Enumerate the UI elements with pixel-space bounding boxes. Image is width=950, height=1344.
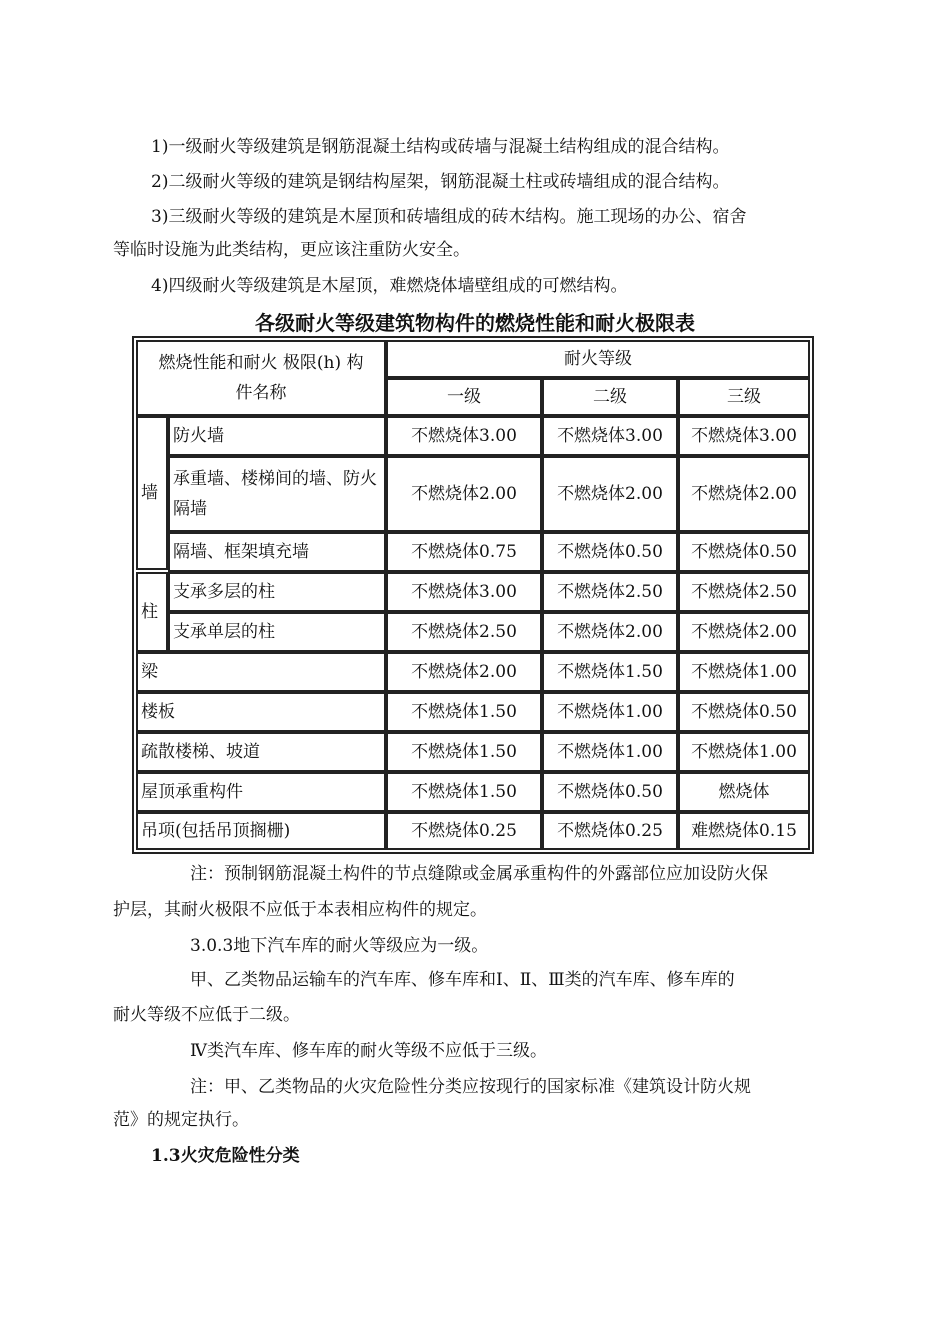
note-4: Ⅳ类汽车库、修车库的耐火等级不应低于三级。 — [190, 1041, 547, 1061]
table-cell: 不燃烧体2.50 — [386, 612, 542, 652]
table-cell: 不燃烧体3.00 — [542, 416, 678, 456]
table-cell: 不燃烧体0.50 — [678, 692, 810, 732]
paragraph-3-line1: 3)三级耐火等级的建筑是木屋顶和砖墙组成的砖木结构。施工现场的办公、宿舍 — [151, 207, 747, 227]
group-wall: 墙 — [136, 416, 168, 570]
header-grade-1: 一级 — [386, 378, 542, 416]
table-cell: 不燃烧体0.75 — [386, 532, 542, 572]
table-cell: 不燃烧体3.00 — [386, 416, 542, 456]
table-cell: 不燃烧体1.50 — [542, 652, 678, 692]
row-name-beam: 梁 — [136, 652, 386, 692]
row-name-evacuation-stairs: 疏散楼梯、坡道 — [136, 732, 386, 772]
note-1-line2: 护层，其耐火极限不应低于本表相应构件的规定。 — [113, 900, 487, 920]
table-cell: 不燃烧体1.00 — [542, 732, 678, 772]
section-heading: 1.3火灾危险性分类 — [151, 1146, 300, 1166]
table-cell: 不燃烧体3.00 — [678, 416, 810, 456]
table-cell: 燃烧体 — [678, 772, 810, 812]
table-cell: 不燃烧体1.50 — [386, 772, 542, 812]
table-cell: 不燃烧体0.50 — [542, 772, 678, 812]
paragraph-2: 2)二级耐火等级的建筑是钢结构屋架，钢筋混凝土柱或砖墙组成的混合结构。 — [151, 172, 730, 192]
table-cell: 不燃烧体3.00 — [386, 572, 542, 612]
note-5-line2: 范》的规定执行。 — [113, 1110, 249, 1130]
note-2: 3.0.3地下汽车库的耐火等级应为一级。 — [190, 936, 489, 956]
table-cell: 不燃烧体2.00 — [678, 612, 810, 652]
corner-header-line2: 件名称 — [235, 383, 287, 403]
table-cell: 不燃烧体0.25 — [542, 812, 678, 850]
table-cell: 不燃烧体1.50 — [386, 732, 542, 772]
table-cell: 不燃烧体1.50 — [386, 692, 542, 732]
group-column: 柱 — [136, 572, 168, 652]
table-cell: 不燃烧体2.00 — [542, 612, 678, 652]
table-cell: 不燃烧体1.00 — [542, 692, 678, 732]
note-3-line1: 甲、乙类物品运输车的汽车库、修车库和Ⅰ、Ⅱ、Ⅲ类的汽车库、修车库的 — [190, 970, 735, 990]
header-grade-2: 二级 — [542, 378, 678, 416]
table-cell: 不燃烧体0.25 — [386, 812, 542, 850]
paragraph-3-line2: 等临时设施为此类结构，更应该注重防火安全。 — [113, 240, 470, 260]
row-name-bearing-wall: 承重墙、楼梯间的墙、防火隔墙 — [168, 456, 386, 532]
paragraph-1: 1)一级耐火等级建筑是钢筋混凝土结构或砖墙与混凝土结构组成的混合结构。 — [151, 137, 730, 157]
note-5-line1: 注：甲、乙类物品的火灾危险性分类应按现行的国家标准《建筑设计防火规 — [190, 1077, 751, 1097]
table-cell: 不燃烧体1.00 — [678, 652, 810, 692]
row-name-fire-wall: 防火墙 — [168, 416, 386, 456]
row-name-multi-storey-column: 支承多层的柱 — [168, 572, 386, 612]
row-name-partition-wall: 隔墙、框架填充墙 — [168, 532, 386, 572]
corner-header-line1: 燃烧性能和耐火 极限(h) 构 — [158, 353, 364, 373]
row-name-floor-slab: 楼板 — [136, 692, 386, 732]
table-cell: 不燃烧体1.00 — [678, 732, 810, 772]
table-cell: 不燃烧体2.00 — [386, 456, 542, 532]
row-name-single-storey-column: 支承单层的柱 — [168, 612, 386, 652]
table-cell: 难燃烧体0.15 — [678, 812, 810, 850]
table-cell: 不燃烧体0.50 — [678, 532, 810, 572]
table-cell: 不燃烧体2.00 — [386, 652, 542, 692]
row-name-roof-bearing: 屋顶承重构件 — [136, 772, 386, 812]
table-cell: 不燃烧体2.50 — [542, 572, 678, 612]
paragraph-4: 4)四级耐火等级建筑是木屋顶，难燃烧体墙壁组成的可燃结构。 — [151, 276, 628, 296]
table-title: 各级耐火等级建筑物构件的燃烧性能和耐火极限表 — [255, 311, 695, 335]
row-name-suspended-ceiling: 吊项(包括吊顶搁栅) — [136, 812, 386, 850]
table-corner-header — [136, 340, 386, 416]
table-cell: 不燃烧体2.00 — [542, 456, 678, 532]
note-3-line2: 耐火等级不应低于二级。 — [113, 1005, 300, 1025]
table-cell: 不燃烧体2.50 — [678, 572, 810, 612]
header-grade-3: 三级 — [678, 378, 810, 416]
note-1-line1: 注：预制钢筋混凝土构件的节点缝隙或金属承重构件的外露部位应加设防火保 — [190, 864, 768, 884]
header-fire-grade: 耐火等级 — [386, 340, 810, 378]
table-cell: 不燃烧体0.50 — [542, 532, 678, 572]
table-cell: 不燃烧体2.00 — [678, 456, 810, 532]
